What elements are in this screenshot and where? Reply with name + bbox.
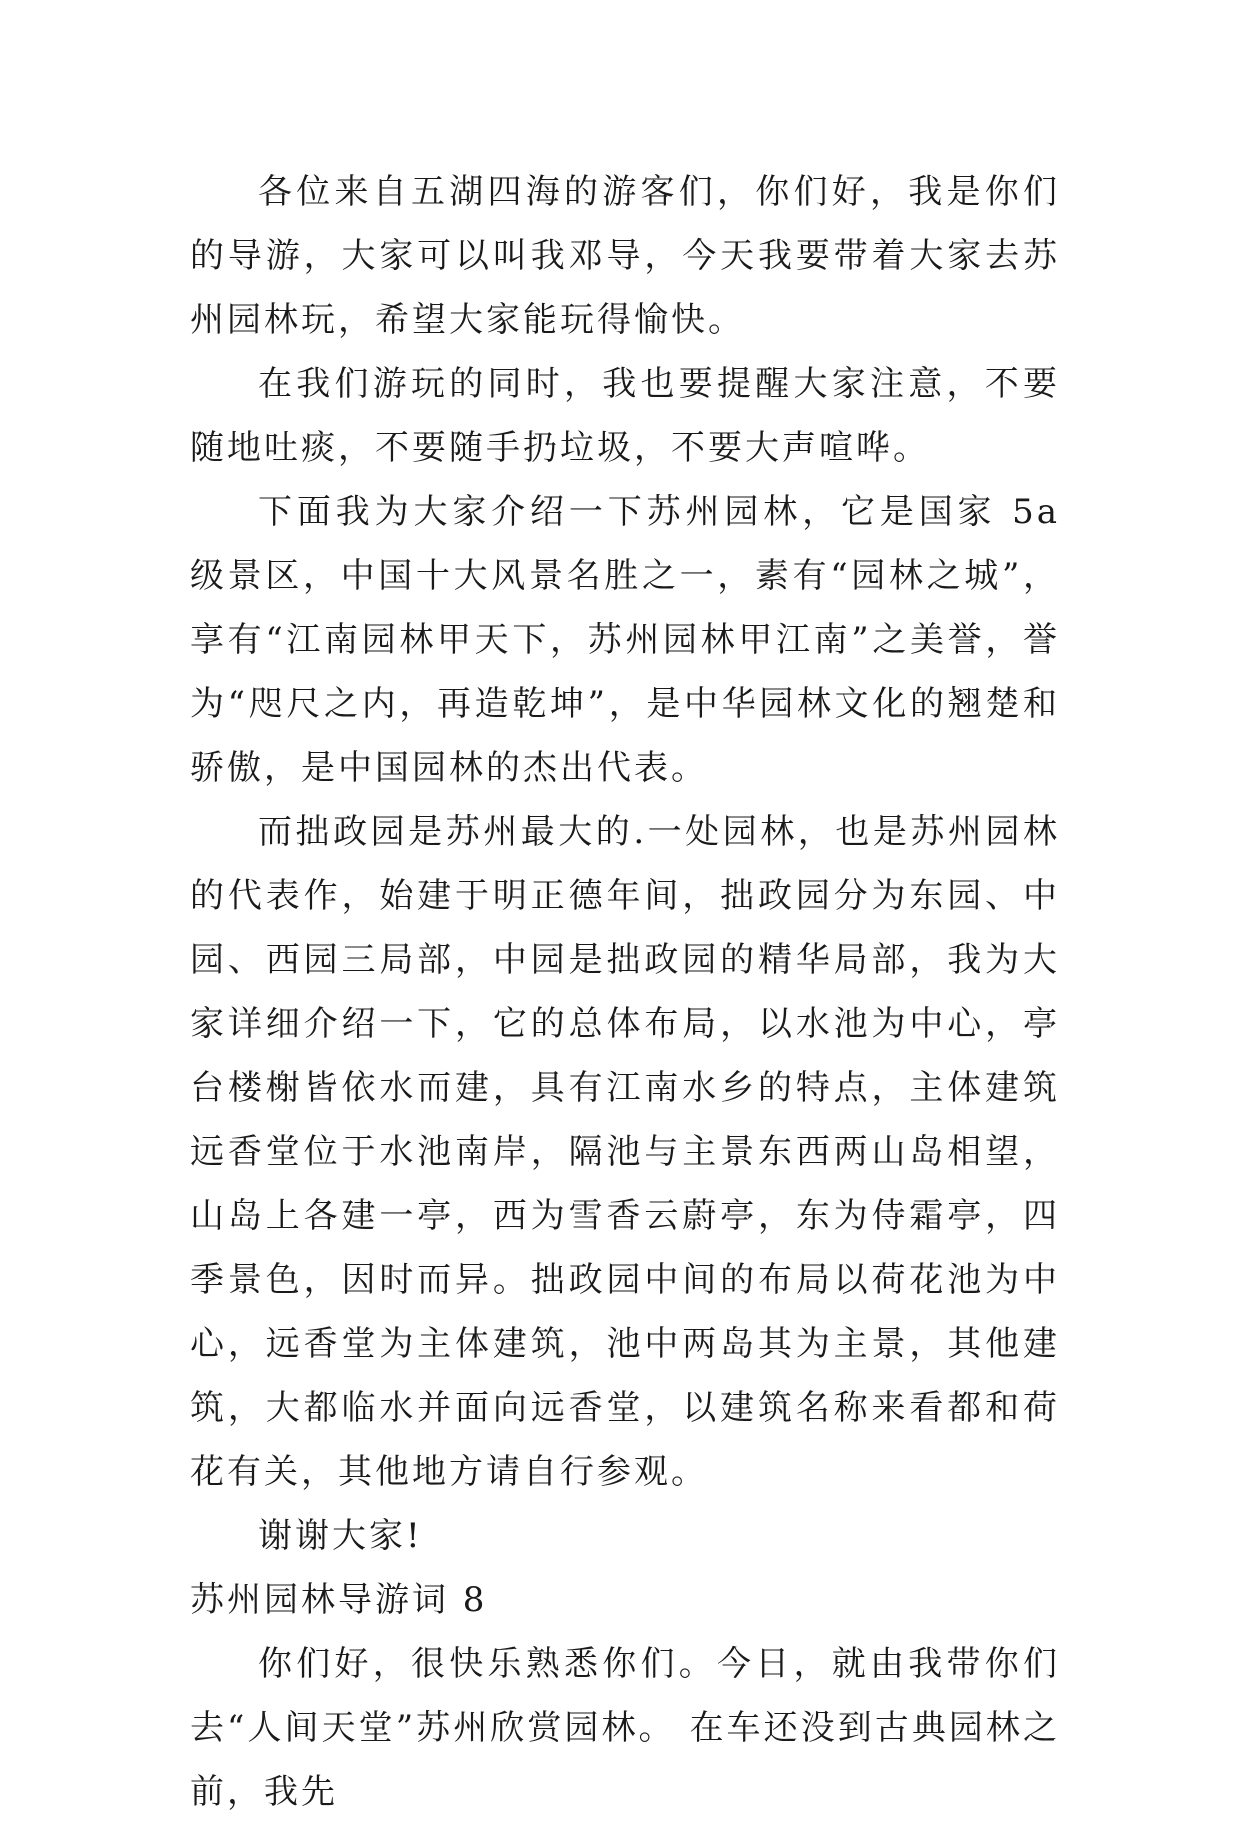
document-body <box>190 160 1060 1824</box>
paragraph-reminder: 在我们游玩的同时，我也要提醒大家注意，不要随地吐痰，不要随手扔垃圾，不要大声喧哗。 <box>190 364 1060 468</box>
paragraph-thanks: 谢谢大家! <box>258 1516 423 1556</box>
section-heading: 苏州园林导游词 8 <box>190 1580 488 1620</box>
paragraph-next-section-opening: 你们好，很快乐熟悉你们。今日，就由我带你们去“人间天堂”苏州欣赏园林。 在车还没到古典园林之前，我先 <box>190 1644 1060 1812</box>
paragraph-greeting: 各位来自五湖四海的游客们，你们好，我是你们的导游，大家可以叫我邓导，今天我要带着大家去苏州园林玩，希望大家能玩得愉快。 <box>190 172 1060 340</box>
paragraph-humble-administrator-garden: 而拙政园是苏州最大的.一处园林，也是苏州园林的代表作，始建于明正德年间，拙政园分为东园、中园、西园三局部，中园是拙政园的精华局部，我为大家详细介绍一下，它的总体布局，以水池为中心，亭台楼榭皆依水而建，具有江南水乡的特点，主体建筑远香堂位于水池南岸，隔池与主景东西两山岛相望，山岛上各建一亭，西为雪香云蔚亭，东为侍霜亭，四季景色，因时而异。拙政园中间的布局以荷花池为中心，远香堂为主体建筑，池中两岛其为主景，其他建筑，大都临水并面向远香堂，以建筑名称来看都和荷花有关，其他地方请自行参观。 <box>190 812 1060 1492</box>
paragraph-suzhou-gardens-intro: 下面我为大家介绍一下苏州园林，它是国家 5a 级景区，中国十大风景名胜之一，素有“园林之城”，享有“江南园林甲天下，苏州园林甲江南”之美誉，誉为“咫尺之内，再造乾坤”，是中华园林文化的翘楚和骄傲，是中国园林的杰出代表。 <box>190 492 1060 788</box>
